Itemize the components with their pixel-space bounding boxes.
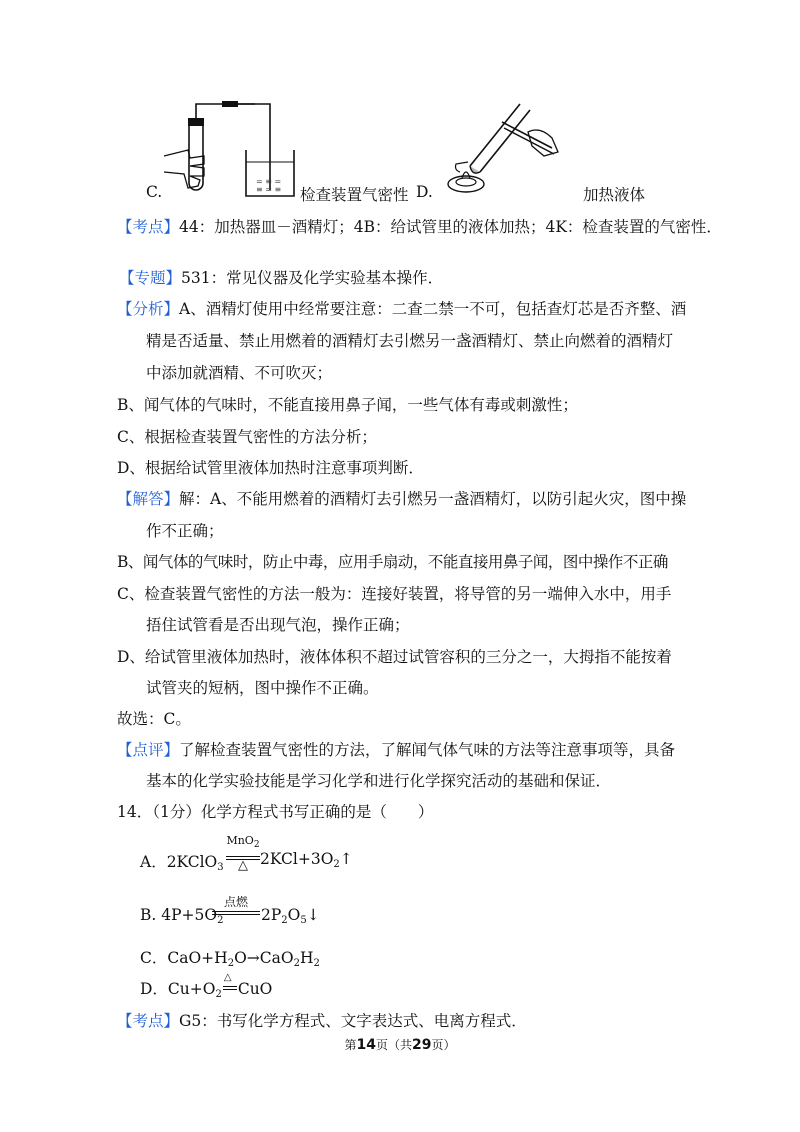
heating-liquid-figure	[440, 96, 570, 196]
jieda-tag: 【解答】	[117, 490, 180, 508]
q14-option-a-catalyst: MnO$_2$	[226, 834, 260, 850]
fenxi-tag: 【分析】	[117, 300, 180, 318]
q13-kaodian	[117, 215, 722, 237]
q14-kaodian	[117, 1009, 527, 1031]
fenxi-line: 精是否适量、禁止用燃着的酒精灯去引燃另一盏酒精灯、禁止向燃着的酒精灯	[146, 332, 674, 350]
q14-option-a-products: $2KCl+3O_2↑$	[260, 850, 353, 870]
q14-option-b-condition: 点燃	[223, 895, 248, 909]
jieda-line: C、检查装置气密性的方法一般为：连接好装置，将导管的另一端伸入水中，用手	[117, 585, 672, 603]
figure-d-label: D.	[416, 183, 433, 201]
kaodian-tag: 【考点】	[117, 218, 180, 236]
fenxi-line: B、闻气体的气味时，不能直接用鼻子闻，一些气体有毒或刺激性；	[117, 396, 578, 414]
page-number: 14	[356, 1037, 376, 1053]
q14-option-a-equals-line	[226, 856, 260, 857]
kaodian-text: 44：加热器皿－酒精灯；4B：给试管里的液体加热；4K：检查装置的气密性．	[179, 218, 722, 236]
figure-c-caption: 检查装置气密性	[300, 186, 409, 204]
q14-option-a: A．2KClO$_3$	[140, 853, 224, 873]
dianping-text: 了解检查装置气密性的方法，了解闻气体气味的方法等注意事项等，具备	[179, 741, 676, 759]
svg-text:= ≡ =: = ≡ =	[256, 177, 282, 186]
q14-option-c: C．$CaO+H_2O\to CaO_2H_2$	[140, 949, 320, 969]
fenxi-line: D、根据给试管里液体加热时注意事项判断．	[117, 459, 424, 477]
airtightness-check-figure	[160, 100, 310, 200]
fenxi-line: C、根据检查装置气密性的方法分析；	[117, 428, 377, 446]
total-pages: 29	[412, 1037, 432, 1053]
kaodian-tag: 【考点】	[117, 1012, 180, 1030]
jieda-line: D、给试管里液体加热时，液体体积不超过试管容积的三分之一，大拇指不能按着	[117, 648, 672, 666]
jieda-text: 解：A、不能用燃着的酒精灯去引燃另一盏酒精灯，以防引起火灾，图中操	[179, 490, 687, 508]
fenxi-line: 中添加就酒精、不可吹灭；	[146, 364, 333, 382]
q14-option-b: B. $4P+5O_2$	[140, 906, 224, 926]
q14-option-a-heat: △	[238, 858, 248, 873]
dianping-line: 基本的化学实验技能是学习化学和进行化学探究活动的基础和保证．	[146, 772, 612, 790]
page-footer: 第14页（共29页）	[344, 1037, 456, 1053]
dianping-tag: 【点评】	[117, 741, 180, 759]
q14-stem: 14．（1分）化学方程式书写正确的是（ ）	[117, 803, 434, 821]
jieda-line: 试管夹的短柄，图中操作不正确。	[146, 679, 379, 697]
kaodian-text: G5：书写化学方程式、文字表达式、电离方程式．	[179, 1012, 527, 1030]
q14-option-b-products: $2P_2O_5↓$	[261, 906, 320, 926]
q13-fenxi-line-0	[117, 297, 686, 319]
zhuanti-text: 531：常见仪器及化学实验基本操作．	[181, 269, 444, 287]
q14-option-b-equals-line	[212, 911, 260, 912]
jieda-line: 捂住试管看是否出现气泡，操作正确；	[146, 616, 410, 634]
q14-option-b-equals-line	[212, 914, 260, 915]
q13-dianping-line-0	[117, 738, 675, 760]
jieda-answer: 故选：C。	[117, 710, 191, 728]
zhuanti-tag: 【专题】	[119, 269, 182, 287]
figure-d-caption: 加热液体	[583, 186, 646, 204]
jieda-line: B、闻气体的气味时，防止中毒，应用手扇动，不能直接用鼻子闻，图中操作不正确	[117, 553, 668, 571]
svg-text:≡ = ≡: ≡ = ≡	[256, 185, 282, 194]
figure-c-label: C.	[146, 183, 163, 201]
q14-option-d: D．$Cu+O_2$ △ CuO	[140, 972, 273, 1000]
fenxi-text: A、酒精灯使用中经常要注意：二查二禁一不可，包括查灯芯是否齐整、酒	[179, 300, 687, 318]
jieda-line: 作不正确；	[146, 522, 224, 540]
q13-jieda-line-0	[117, 487, 686, 509]
q13-zhuanti	[119, 266, 443, 288]
